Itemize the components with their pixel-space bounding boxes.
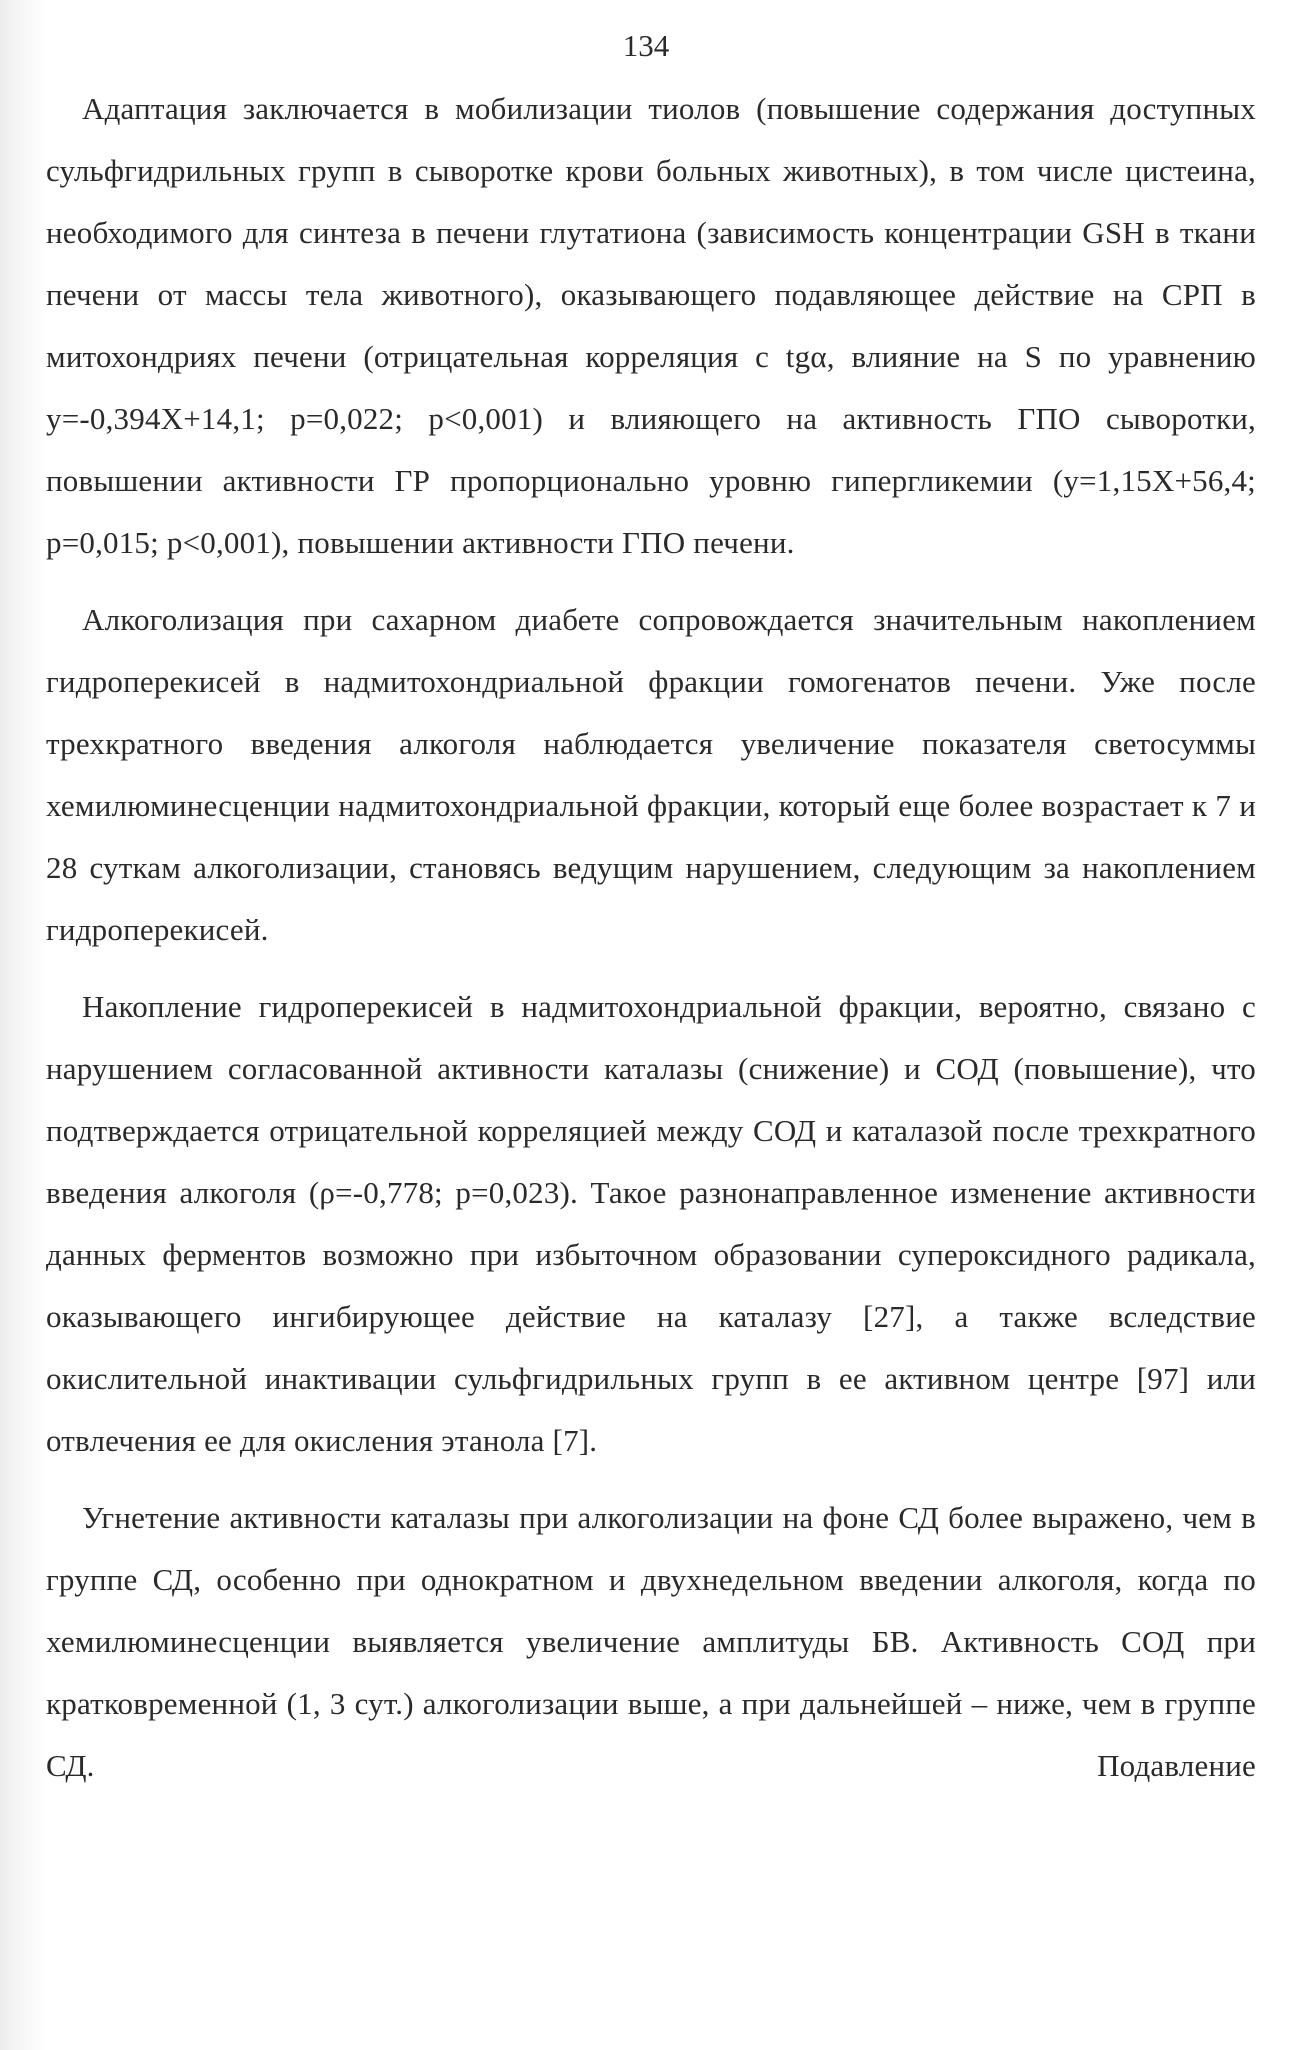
paragraph-hydroperoxides: Накопление гидроперекисей в надмитохондриальной фракции, вероятно, связано с нарушением согласованной активности каталазы (снижение) и СОД (повышение), что подтверждается отрицательной корреляцией между СОД и каталазой после трехкратного введения алкоголя (ρ=-0,778; p=0,023). Такое разнонаправленное изменение активности данных ферментов возможно при избыточном образовании супероксидного радикала, оказывающего ингибирующее действие на каталазу [27], а также вследствие окислительной инактивации сульфгидрильных групп в ее активном центре [97] или отвлечения ее для окисления этанола [7]. (46, 989, 1256, 1458)
scan-shadow (0, 0, 46, 2050)
page-number: 134 (622, 28, 670, 63)
paragraph-alcoholization: Алкоголизация при сахарном диабете сопровождается значительным накоплением гидроперекисей в надмитохондриальной фракции гомогенатов печени. Уже после трехкратного введения алкоголя наблюдается увеличение показателя светосуммы хемилюминесценции надмитохондриальной фракции, который еще более возрастает к 7 и 28 суткам алкоголизации, становясь ведущим нарушением, следующим за накоплением гидроперекисей. (46, 602, 1256, 947)
document-body (46, 78, 1256, 1812)
paragraph-adaptation: Адаптация заключается в мобилизации тиолов (повышение содержания доступных сульфгидрильных групп в сыворотке крови больных животных), в том числе цистеина, необходимого для синтеза в печени глутатиона (зависимость концентрации GSH в ткани печени от массы тела животного), оказывающего подавляющее действие на СРП в митохондриях печени (отрицательная корреляция с tgα, влияние на S по уравнению y=-0,394X+14,1; p=0,022; p<0,001) и влияющего на активность ГПО сыворотки, повышении активности ГР пропорционально уровню гипергликемии (y=1,15X+56,4; p=0,015; p<0,001), повышении активности ГПО печени. (46, 91, 1256, 560)
paragraph-catalase-inhibition: Угнетение активности каталазы при алкоголизации на фоне СД более выражено, чем в группе СД, особенно при однократном и двухнедельном введении алкоголя, когда по хемилюминесценции выявляется увеличение амплитуды БВ. Активность СОД при кратковременной (1, 3 сут.) алкоголизации выше, а при дальнейшей – ниже, чем в группе СД. Подавление (46, 1500, 1256, 1783)
